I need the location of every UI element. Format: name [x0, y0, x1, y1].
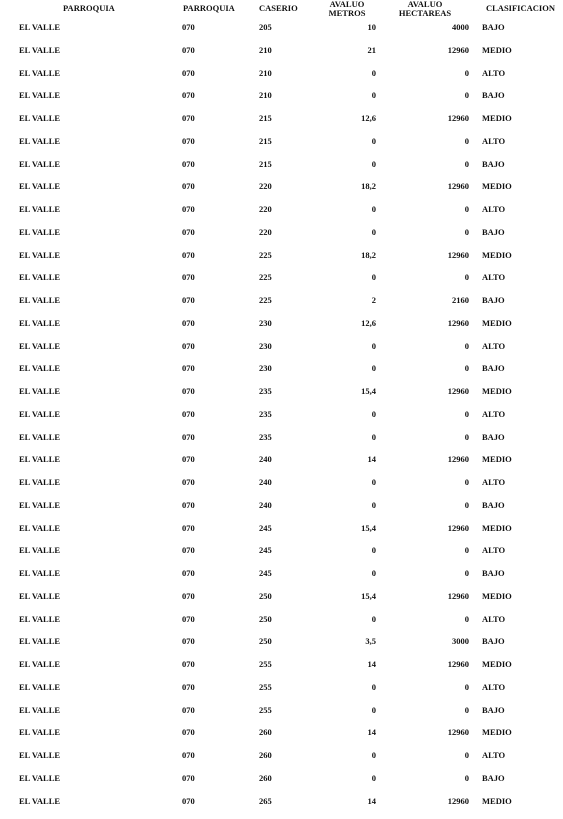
cell-avaluo-hectareas: 12960: [447, 522, 469, 533]
cell-caserio: 230: [259, 317, 272, 328]
cell-avaluo-hectareas: 0: [464, 158, 469, 169]
cell-avaluo-metros: 15,4: [361, 590, 376, 601]
cell-avaluo-metros: 0: [371, 272, 376, 283]
cell-avaluo-hectareas: 12960: [447, 44, 469, 55]
table-row: [0, 773, 563, 795]
cell-avaluo-metros: 0: [371, 499, 376, 510]
cell-parroquia: EL VALLE: [19, 295, 61, 305]
cell-parroquia: EL VALLE: [19, 204, 61, 214]
cell-avaluo-hectareas: 0: [464, 226, 469, 237]
cell-clasificacion: MEDIO: [482, 181, 512, 192]
cell-avaluo-hectareas: 3000: [452, 636, 469, 647]
header-avaluo-hectareas-line2: HECTAREAS: [398, 8, 452, 18]
cell-parroquia: EL VALLE: [19, 477, 61, 487]
cell-clasificacion: MEDIO: [482, 44, 512, 55]
cell-caserio: 225: [259, 272, 272, 283]
cell-clasificacion: BAJO: [482, 431, 505, 442]
cell-parroquia: EL VALLE: [19, 613, 61, 624]
cell-caserio: 220: [259, 204, 272, 214]
cell-avaluo-metros: 0: [371, 90, 376, 101]
cell-avaluo-hectareas: 0: [464, 431, 469, 442]
cell-avaluo-metros: 0: [371, 408, 376, 419]
cell-parroquia: EL VALLE: [19, 67, 61, 78]
cell-codigo: 070: [182, 135, 195, 146]
cell-avaluo-hectareas: 0: [464, 340, 469, 351]
cell-parroquia: EL VALLE: [19, 636, 61, 647]
cell-parroquia: EL VALLE: [19, 249, 61, 260]
cell-avaluo-hectareas: 12960: [447, 659, 469, 669]
cell-codigo: 070: [182, 90, 195, 101]
cell-clasificacion: MEDIO: [482, 590, 512, 601]
table-row: [0, 386, 563, 408]
cell-clasificacion: BAJO: [482, 226, 505, 237]
cell-clasificacion: BAJO: [482, 772, 505, 783]
cell-clasificacion: BAJO: [482, 90, 505, 101]
cell-avaluo-hectareas: 0: [464, 363, 469, 374]
cell-codigo: 070: [182, 295, 195, 305]
table-row: [0, 432, 563, 454]
cell-caserio: 230: [259, 363, 272, 374]
cell-clasificacion: MEDIO: [482, 795, 512, 806]
cell-parroquia: EL VALLE: [19, 44, 61, 55]
table-row: [0, 341, 563, 363]
cell-codigo: 070: [182, 750, 195, 760]
header-avaluo-metros: [320, 0, 374, 22]
cell-avaluo-metros: 14: [367, 795, 376, 806]
cell-avaluo-metros: 0: [371, 681, 376, 692]
table-row: [0, 295, 563, 317]
table-row: [0, 750, 563, 772]
cell-avaluo-metros: 0: [371, 135, 376, 146]
cell-caserio: 225: [259, 295, 272, 305]
table-row: [0, 204, 563, 226]
cell-caserio: 245: [259, 522, 272, 533]
cell-clasificacion: BAJO: [482, 704, 505, 715]
cell-clasificacion: BAJO: [482, 158, 505, 169]
cell-parroquia: EL VALLE: [19, 113, 61, 123]
cell-codigo: 070: [182, 727, 195, 738]
cell-codigo: 070: [182, 568, 195, 578]
cell-avaluo-metros: 0: [371, 477, 376, 487]
cell-avaluo-metros: 0: [371, 568, 376, 578]
cell-avaluo-hectareas: 0: [464, 613, 469, 624]
cell-avaluo-hectareas: 12960: [447, 795, 469, 806]
cell-parroquia: EL VALLE: [19, 590, 61, 601]
cell-avaluo-metros: 14: [367, 659, 376, 669]
cell-codigo: 070: [182, 226, 195, 237]
cell-avaluo-hectareas: 0: [464, 477, 469, 487]
cell-codigo: 070: [182, 113, 195, 123]
cell-avaluo-hectareas: 0: [464, 408, 469, 419]
cell-codigo: 070: [182, 681, 195, 692]
cell-caserio: 225: [259, 249, 272, 260]
cell-clasificacion: ALTO: [482, 272, 506, 283]
cell-avaluo-hectareas: 0: [464, 67, 469, 78]
cell-caserio: 220: [259, 226, 272, 237]
cell-caserio: 255: [259, 681, 272, 692]
cell-parroquia: EL VALLE: [19, 545, 61, 556]
cell-avaluo-metros: 2: [371, 295, 376, 305]
cell-caserio: 205: [259, 22, 272, 32]
cell-caserio: 210: [259, 67, 272, 78]
cell-avaluo-metros: 18,2: [361, 249, 376, 260]
cell-parroquia: EL VALLE: [19, 386, 61, 396]
cell-caserio: 250: [259, 590, 272, 601]
cell-avaluo-hectareas: 12960: [447, 317, 469, 328]
cell-parroquia: EL VALLE: [19, 272, 61, 283]
table-row: [0, 568, 563, 590]
cell-clasificacion: MEDIO: [482, 659, 512, 669]
cell-clasificacion: BAJO: [482, 499, 505, 510]
cell-clasificacion: BAJO: [482, 363, 505, 374]
table-row: [0, 136, 563, 158]
cell-codigo: 070: [182, 386, 195, 396]
cell-avaluo-metros: 0: [371, 545, 376, 556]
cell-parroquia: EL VALLE: [19, 431, 61, 442]
cell-avaluo-metros: 15,4: [361, 386, 376, 396]
cell-codigo: 070: [182, 317, 195, 328]
cell-avaluo-metros: 0: [371, 340, 376, 351]
cell-caserio: 255: [259, 704, 272, 715]
table-row: [0, 318, 563, 340]
cell-codigo: 070: [182, 204, 195, 214]
cell-parroquia: EL VALLE: [19, 772, 61, 783]
table-row: [0, 68, 563, 90]
cell-parroquia: EL VALLE: [19, 226, 61, 237]
cell-codigo: 070: [182, 795, 195, 806]
cell-caserio: 265: [259, 795, 272, 806]
cell-clasificacion: BAJO: [482, 568, 505, 578]
cell-avaluo-hectareas: 12960: [447, 727, 469, 738]
table-row: [0, 90, 563, 112]
cell-caserio: 255: [259, 659, 272, 669]
cell-avaluo-metros: 0: [371, 772, 376, 783]
cell-codigo: 070: [182, 499, 195, 510]
cell-avaluo-hectareas: 0: [464, 90, 469, 101]
table-row: [0, 22, 563, 44]
cell-clasificacion: MEDIO: [482, 317, 512, 328]
cell-codigo: 070: [182, 431, 195, 442]
cell-avaluo-metros: 0: [371, 704, 376, 715]
cell-parroquia: EL VALLE: [19, 499, 61, 510]
cell-caserio: 215: [259, 113, 272, 123]
cell-clasificacion: MEDIO: [482, 727, 512, 738]
cell-parroquia: EL VALLE: [19, 90, 61, 101]
cell-avaluo-metros: 12,6: [361, 113, 376, 123]
cell-avaluo-metros: 0: [371, 204, 376, 214]
table-row: [0, 500, 563, 522]
cell-parroquia: EL VALLE: [19, 22, 61, 32]
cell-clasificacion: BAJO: [482, 22, 505, 32]
cell-avaluo-hectareas: 0: [464, 272, 469, 283]
cell-codigo: 070: [182, 272, 195, 283]
cell-clasificacion: ALTO: [482, 204, 506, 214]
cell-avaluo-metros: 0: [371, 67, 376, 78]
cell-caserio: 245: [259, 568, 272, 578]
cell-avaluo-hectareas: 2160: [452, 295, 469, 305]
cell-caserio: 220: [259, 181, 272, 192]
cell-avaluo-metros: 18,2: [361, 181, 376, 192]
header-parroquia-codigo: PARROQUIA: [183, 3, 235, 13]
cell-clasificacion: MEDIO: [482, 454, 512, 465]
table-row: [0, 113, 563, 135]
cell-clasificacion: ALTO: [482, 613, 506, 624]
table-row: [0, 727, 563, 749]
cell-avaluo-hectareas: 0: [464, 568, 469, 578]
header-caserio: CASERIO: [259, 3, 298, 13]
cell-parroquia: EL VALLE: [19, 681, 61, 692]
cell-codigo: 070: [182, 181, 195, 192]
table-row: [0, 409, 563, 431]
cell-codigo: 070: [182, 408, 195, 419]
cell-avaluo-hectareas: 12960: [447, 249, 469, 260]
cell-avaluo-hectareas: 12960: [447, 590, 469, 601]
cell-avaluo-metros: 14: [367, 727, 376, 738]
cell-parroquia: EL VALLE: [19, 568, 61, 578]
cell-caserio: 240: [259, 477, 272, 487]
cell-caserio: 260: [259, 727, 272, 738]
cell-parroquia: EL VALLE: [19, 340, 61, 351]
cell-codigo: 070: [182, 613, 195, 624]
cell-clasificacion: MEDIO: [482, 386, 512, 396]
cell-caserio: 230: [259, 340, 272, 351]
cell-caserio: 215: [259, 158, 272, 169]
cell-codigo: 070: [182, 522, 195, 533]
cell-avaluo-hectareas: 0: [464, 772, 469, 783]
cell-clasificacion: ALTO: [482, 750, 506, 760]
cell-avaluo-metros: 3,5: [365, 636, 376, 647]
cell-avaluo-hectareas: 12960: [447, 386, 469, 396]
cell-codigo: 070: [182, 704, 195, 715]
cell-avaluo-metros: 0: [371, 431, 376, 442]
cell-codigo: 070: [182, 67, 195, 78]
cell-codigo: 070: [182, 590, 195, 601]
table-row: [0, 796, 563, 818]
cell-clasificacion: ALTO: [482, 477, 506, 487]
cell-caserio: 215: [259, 135, 272, 146]
cell-avaluo-metros: 14: [367, 454, 376, 465]
table-row: [0, 250, 563, 272]
cell-parroquia: EL VALLE: [19, 704, 61, 715]
cell-parroquia: EL VALLE: [19, 795, 61, 806]
table-row: [0, 705, 563, 727]
cell-avaluo-metros: 21: [367, 44, 376, 55]
cell-avaluo-hectareas: 12960: [447, 454, 469, 465]
cell-caserio: 210: [259, 90, 272, 101]
cell-caserio: 250: [259, 613, 272, 624]
cell-caserio: 210: [259, 44, 272, 55]
cell-parroquia: EL VALLE: [19, 363, 61, 374]
header-avaluo-hectareas-line1: AVALUO: [407, 0, 443, 9]
cell-clasificacion: ALTO: [482, 340, 506, 351]
cell-clasificacion: BAJO: [482, 636, 505, 647]
cell-avaluo-hectareas: 12960: [447, 113, 469, 123]
table-row: [0, 591, 563, 613]
cell-avaluo-metros: 0: [371, 750, 376, 760]
cell-clasificacion: ALTO: [482, 135, 506, 146]
cell-avaluo-metros: 10: [367, 22, 376, 32]
cell-avaluo-metros: 0: [371, 226, 376, 237]
cell-avaluo-hectareas: 0: [464, 750, 469, 760]
cell-parroquia: EL VALLE: [19, 522, 61, 533]
cell-caserio: 260: [259, 772, 272, 783]
cell-clasificacion: ALTO: [482, 408, 506, 419]
table-row: [0, 523, 563, 545]
table-row: [0, 636, 563, 658]
cell-parroquia: EL VALLE: [19, 454, 61, 465]
table-row: [0, 682, 563, 704]
cell-caserio: 260: [259, 750, 272, 760]
header-avaluo-metros-line1: AVALUO: [329, 0, 365, 9]
table-row: [0, 614, 563, 636]
cell-avaluo-metros: 0: [371, 158, 376, 169]
cell-codigo: 070: [182, 158, 195, 169]
cell-codigo: 070: [182, 44, 195, 55]
cell-parroquia: EL VALLE: [19, 181, 61, 192]
cell-parroquia: EL VALLE: [19, 659, 61, 669]
cell-parroquia: EL VALLE: [19, 317, 61, 328]
cell-clasificacion: BAJO: [482, 295, 505, 305]
header-avaluo-hectareas: [393, 0, 457, 22]
cell-parroquia: EL VALLE: [19, 750, 61, 760]
table-row: [0, 181, 563, 203]
cell-codigo: 070: [182, 22, 195, 32]
cell-caserio: 235: [259, 431, 272, 442]
cell-codigo: 070: [182, 454, 195, 465]
cell-codigo: 070: [182, 772, 195, 783]
cell-parroquia: EL VALLE: [19, 135, 61, 146]
cell-parroquia: EL VALLE: [19, 408, 61, 419]
table-row: [0, 659, 563, 681]
table-row: [0, 272, 563, 294]
cell-codigo: 070: [182, 340, 195, 351]
table-row: [0, 477, 563, 499]
cell-avaluo-metros: 0: [371, 613, 376, 624]
table-row: [0, 45, 563, 67]
cell-avaluo-hectareas: 0: [464, 204, 469, 214]
header-parroquia: PARROQUIA: [63, 3, 115, 13]
cell-codigo: 070: [182, 636, 195, 647]
table-row: [0, 363, 563, 385]
cell-parroquia: EL VALLE: [19, 727, 61, 738]
header-avaluo-metros-line2: METROS: [328, 8, 366, 18]
cell-codigo: 070: [182, 249, 195, 260]
cell-caserio: 250: [259, 636, 272, 647]
cell-codigo: 070: [182, 477, 195, 487]
cell-clasificacion: MEDIO: [482, 249, 512, 260]
cell-codigo: 070: [182, 545, 195, 556]
cell-avaluo-hectareas: 12960: [447, 181, 469, 192]
cell-avaluo-metros: 15,4: [361, 522, 376, 533]
cell-caserio: 240: [259, 454, 272, 465]
cell-clasificacion: MEDIO: [482, 113, 512, 123]
cell-clasificacion: ALTO: [482, 681, 506, 692]
table-row: [0, 159, 563, 181]
cell-codigo: 070: [182, 659, 195, 669]
cell-clasificacion: MEDIO: [482, 522, 512, 533]
cell-avaluo-hectareas: 0: [464, 704, 469, 715]
cell-clasificacion: ALTO: [482, 67, 506, 78]
cell-parroquia: EL VALLE: [19, 158, 61, 169]
table-row: [0, 227, 563, 249]
table-row: [0, 545, 563, 567]
cell-avaluo-hectareas: 0: [464, 681, 469, 692]
table-row: [0, 454, 563, 476]
cell-avaluo-hectareas: 0: [464, 545, 469, 556]
cell-avaluo-hectareas: 0: [464, 499, 469, 510]
cell-codigo: 070: [182, 363, 195, 374]
cell-caserio: 245: [259, 545, 272, 556]
cell-avaluo-hectareas: 4000: [452, 22, 469, 32]
cell-clasificacion: ALTO: [482, 545, 506, 556]
cell-avaluo-metros: 0: [371, 363, 376, 374]
cell-caserio: 235: [259, 386, 272, 396]
cell-caserio: 235: [259, 408, 272, 419]
header-clasificacion: CLASIFICACION: [486, 3, 555, 13]
cell-avaluo-hectareas: 0: [464, 135, 469, 146]
cell-avaluo-metros: 12,6: [361, 317, 376, 328]
cell-caserio: 240: [259, 499, 272, 510]
